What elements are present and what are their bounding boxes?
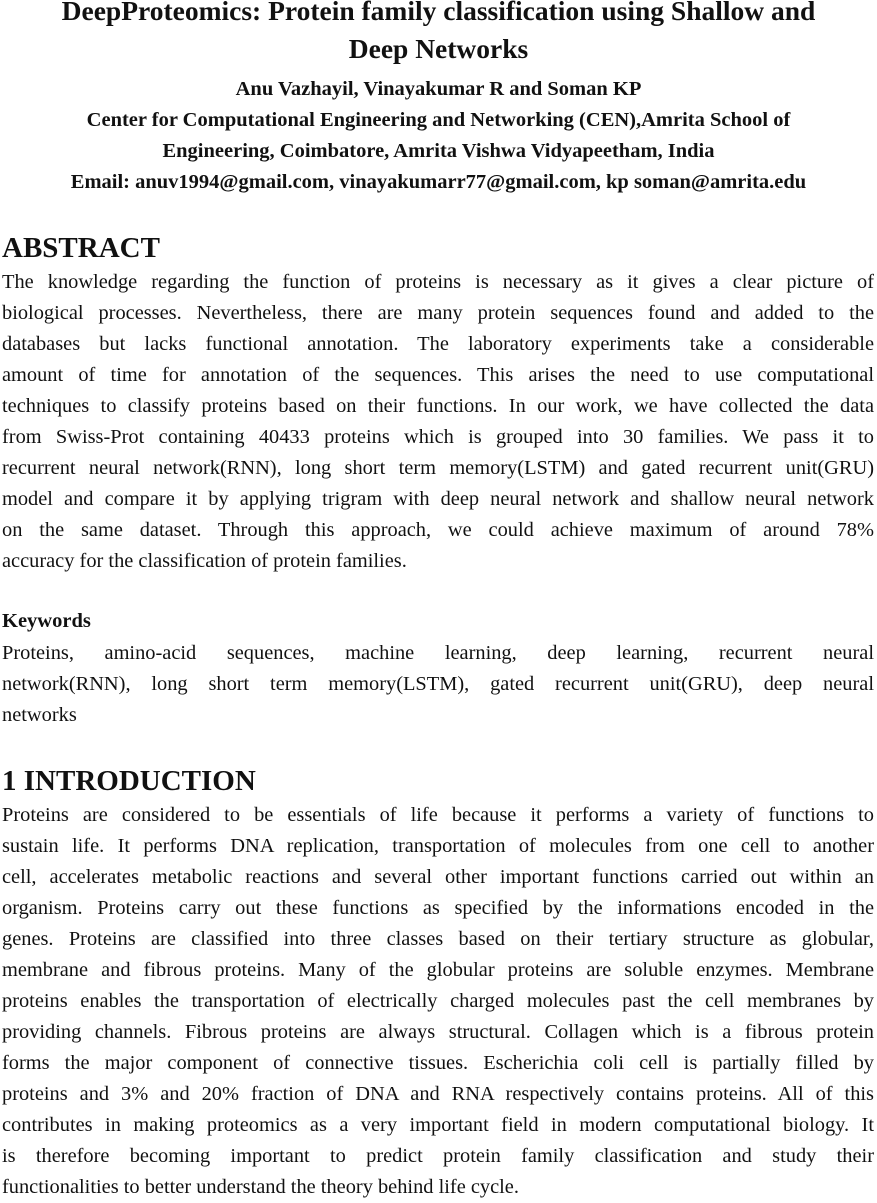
affiliation [0,105,877,167]
introduction-line: cell, accelerates metabolic reactions and several other important functions carried out within an [2,866,874,888]
introduction-line: is therefore becoming important to predict protein family classification and study their [2,1145,874,1167]
introduction-line: proteins enables the transportation of electrically charged molecules past the cell membranes by [2,990,874,1012]
author-emails: Email: anuv1994@gmail.com, vinayakumarr77@gmail.com, kp soman@amrita.edu [70,171,807,193]
introduction-line: forms the major component of connective tissues. Escherichia coli cell is partially filled by [2,1052,874,1074]
abstract-line: on the same dataset. Through this approach, we could achieve maximum of around 78% [2,519,874,541]
abstract-line: amount of time for annotation of the sequences. This arises the need to use computational [2,364,874,386]
introduction-line: sustain life. It performs DNA replication, transportation of molecules from one cell to another [2,835,874,857]
paper-title [0,0,877,68]
keywords-line: Proteins, amino-acid sequences, machine learning, deep learning, recurrent neural [2,642,874,664]
abstract-line: model and compare it by applying trigram with deep neural network and shallow neural network [2,488,874,510]
introduction-line: genes. Proteins are classified into three classes based on their tertiary structure as globular, [2,928,874,950]
paper-title-line-2: Deep Networks [348,33,529,64]
introduction-line: membrane and fibrous proteins. Many of the globular proteins are soluble enzymes. Membrane [2,959,874,981]
introduction-line: Proteins are considered to be essentials of life because it performs a variety of functions to [2,804,874,826]
introduction-heading: 1 INTRODUCTION [2,765,256,797]
abstract-line: biological processes. Nevertheless, there are many protein sequences found and added to the [2,302,874,324]
abstract-line: techniques to classify proteins based on their functions. In our work, we have collected the data [2,395,874,417]
paper-title-line-1: DeepProteomics: Protein family classification using Shallow and [61,0,816,26]
author-list: Anu Vazhayil, Vinayakumar R and Soman KP [235,78,642,100]
introduction-body [2,800,874,1203]
abstract-line: accuracy for the classification of protein families. [2,550,407,572]
abstract-line: from Swiss-Prot containing 40433 proteins which is grouped into 30 families. We pass it to [2,426,874,448]
affiliation-line-1: Center for Computational Engineering and Networking (CEN),Amrita School of [86,109,791,131]
introduction-line: organism. Proteins carry out these functions as specified by the informations encoded in the [2,897,874,919]
affiliation-line-2: Engineering, Coimbatore, Amrita Vishwa Vidyapeetham, India [162,140,715,162]
abstract-line: databases but lacks functional annotation. The laboratory experiments take a considerable [2,333,874,355]
abstract-line: recurrent neural network(RNN), long short term memory(LSTM) and gated recurrent unit(GRU) [2,457,874,479]
introduction-line: contributes in making proteomics as a very important field in modern computational biology. It [2,1114,874,1136]
abstract-heading: ABSTRACT [2,232,160,264]
introduction-line: functionalities to better understand the theory behind life cycle. [2,1176,519,1198]
keywords-body [2,638,874,731]
keywords-line: network(RNN), long short term memory(LSTM), gated recurrent unit(GRU), deep neural [2,673,874,695]
introduction-line: providing channels. Fibrous proteins are always structural. Collagen which is a fibrous protein [2,1021,874,1043]
abstract-body [2,267,874,577]
keywords-heading: Keywords [2,610,91,632]
abstract-line: The knowledge regarding the function of proteins is necessary as it gives a clear picture of [2,271,874,293]
introduction-line: proteins and 3% and 20% fraction of DNA and RNA respectively contains proteins. All of this [2,1083,874,1105]
keywords-line: networks [2,704,77,726]
